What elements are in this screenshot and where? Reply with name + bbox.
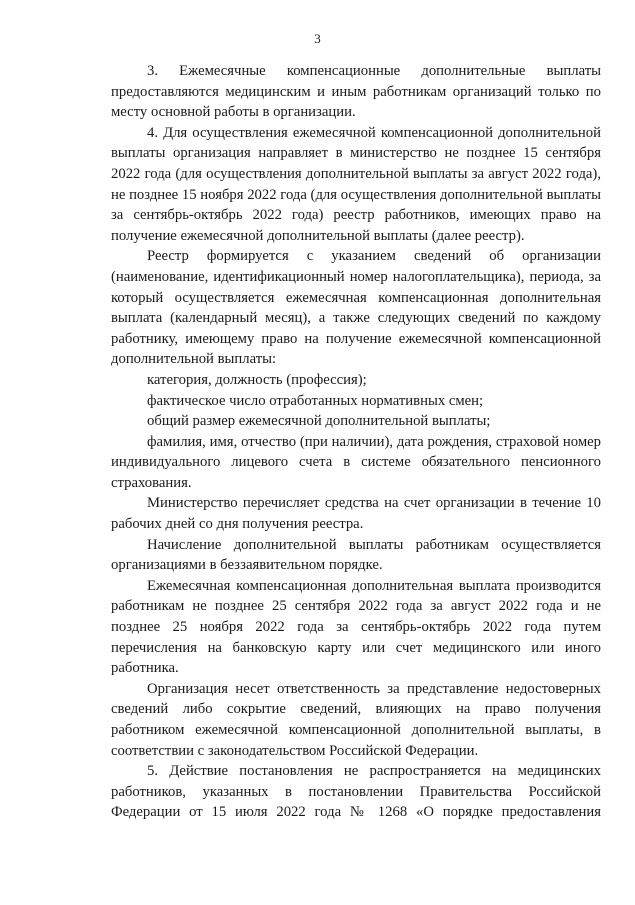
paragraph-transfer: Министерство перечисляет средства на счет организации в течение 10 рабочих дней со дня получения реестра. [111,495,601,533]
paragraph-payment: Ежемесячная компенсационная дополнительная выплата производится работникам не позднее 25 сентября 2022 года за август 2022 года и не позднее 25 ноября 2022 года за сентябрь-октябрь 2022 года путем перечисления на банковскую карту или счет медицинского или иного работника. [111,577,601,677]
paragraph-responsibility: Организация несет ответственность за представление недостоверных сведений либо сокрытие сведений, влияющих на право получения работником ежемесячной компенсационной дополнительной выплаты, в соответствии с законодательством Российской Федерации. [111,680,601,759]
list-item-shifts: фактическое число отработанных нормативных смен; [147,392,484,409]
list-item-category: категория, должность (профессия); [147,371,367,388]
list-item-amount: общий размер ежемесячной дополнительной выплаты; [147,413,491,430]
list-item-personal-data: фамилия, имя, отчество (при наличии), дата рождения, страховой номер индивидуального лицевого счета в системе обязательного пенсионного страхования. [111,433,601,491]
paragraph-item-4: 4. Для осуществления ежемесячной компенсационной дополнительной выплаты организация направляет в министерство не позднее 15 сентября 2022 года (для осуществления дополнительной выплаты за август 2022 года), не позднее 15 ноября 2022 года (для осуществления дополнительной выплаты за сентябрь-октябрь 2022 года) реестр работников, имеющих право на получение ежемесячной дополнительной выплаты (далее реестр). [111,124,601,244]
paragraph-item-3: 3. Ежемесячные компенсационные дополнительные выплаты предоставляются медицинским и иным работникам организаций только по месту основной работы в организации. [111,63,601,121]
paragraph-accrual: Начисление дополнительной выплаты работникам осуществляется организациями в беззаявительном порядке. [111,536,601,574]
document-body [111,61,601,823]
paragraph-item-5: 5. Действие постановления не распространяется на медицинских работников, указанных в постановлении Правительства Российской Федерации от 15 июля 2022 года № 1268 «О порядке предоставления [111,763,601,821]
paragraph-registry: Реестр формируется с указанием сведений об организации (наименование, идентификационный номер налогоплательщика), периода, за который осуществляется ежемесячная компенсационная дополнительная выплата (календарный месяц), а также следующих сведений по каждому работнику, имеющему право на получение ежемесячной компенсационной дополнительной выплаты: [111,248,601,368]
page-number: 3 [314,31,321,46]
